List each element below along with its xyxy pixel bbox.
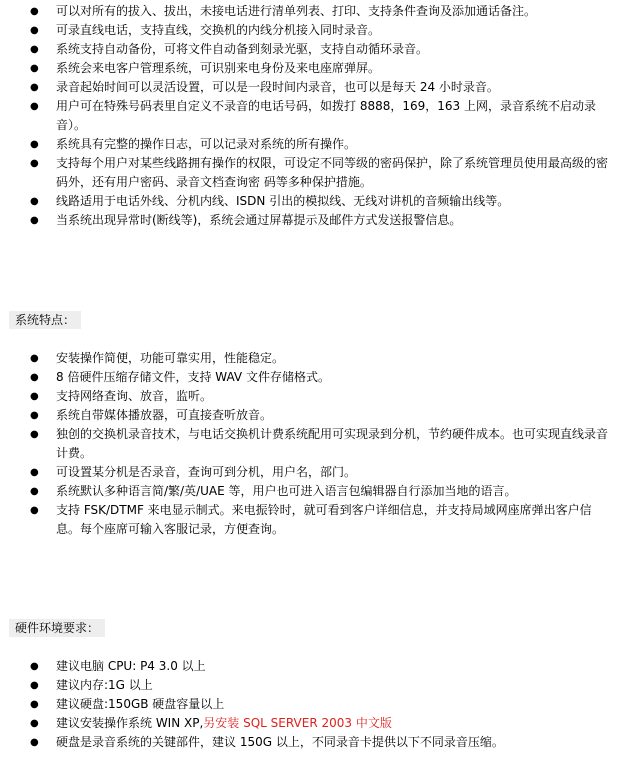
list-item-text: 系统具有完整的操作日志，可以记录对系统的所有操作。	[56, 137, 357, 151]
sql-server-note: 另安装 SQL SERVER 2003 中文版	[203, 716, 392, 730]
list-item-text: 8 倍硬件压缩存储文件，支持 WAV 文件存储格式。	[56, 370, 330, 384]
list-item	[0, 368, 624, 387]
list-item	[0, 154, 624, 192]
list-item	[0, 387, 624, 406]
list-item	[0, 59, 624, 78]
list-item-text: 硬盘是录音系统的关键部件，建议 150G 以上，不同录音卡提供以下不同录音压缩。	[56, 735, 504, 749]
list-item	[0, 406, 624, 425]
list-item	[0, 501, 624, 539]
list-item	[0, 463, 624, 482]
bullet-icon: ●	[30, 737, 39, 748]
hardware-list	[0, 657, 624, 752]
list-item	[0, 676, 624, 695]
features-heading: 系统特点：	[9, 311, 81, 329]
bullet-icon: ●	[30, 215, 39, 226]
list-item-text: 系统支持自动备份，可将文件自动备到刻录光驱，支持自动循环录音。	[56, 42, 429, 56]
list-item-text: 支持 FSK/DTMF 来电显示制式。来电振铃时，就可看到客户详细信息，并支持局域网座席弹出客户信息。每个座席可输入客服记录，方便查询。	[56, 503, 592, 536]
list-item	[0, 657, 624, 676]
bullet-icon: ●	[30, 44, 39, 55]
intro-list	[0, 2, 624, 230]
bullet-icon: ●	[30, 391, 39, 402]
bullet-icon: ●	[30, 661, 39, 672]
list-item	[0, 349, 624, 368]
bullet-icon: ●	[30, 6, 39, 17]
bullet-icon: ●	[30, 196, 39, 207]
list-item-text: 建议电脑 CPU: P4 3.0 以上	[56, 659, 206, 673]
bullet-icon: ●	[30, 63, 39, 74]
bullet-icon: ●	[30, 486, 39, 497]
list-item-text: 系统会来电客户管理系统，可识别来电身份及来电座席弹屏。	[56, 61, 381, 75]
list-item	[0, 695, 624, 714]
list-item-text: 用户可在特殊号码表里自定义不录音的电话号码，如拨打 8888，169，163 上网，录音系统不启动录音）。	[56, 99, 596, 132]
list-item-text: 当系统出现异常时(断线等)，系统会通过屏幕提示及邮件方式发送报警信息。	[56, 213, 462, 227]
bullet-icon: ●	[30, 353, 39, 364]
bullet-icon: ●	[30, 82, 39, 93]
bullet-icon: ●	[30, 101, 39, 112]
list-item	[0, 40, 624, 59]
list-item	[0, 78, 624, 97]
list-item-text: 建议硬盘:150GB 硬盘容量以上	[56, 697, 225, 711]
list-item-text: 系统自带媒体播放器，可直接查听放音。	[56, 408, 273, 422]
bullet-icon: ●	[30, 429, 39, 440]
list-item-text: 系统默认多种语言简/繁/英/UAE 等，用户也可进入语言包编辑器自行添加当地的语言。	[56, 484, 517, 498]
list-item-text: 独创的交换机录音技术，与电话交换机计费系统配用可实现录到分机，节约硬件成本。也可实现直线录音计费。	[56, 427, 609, 460]
bullet-icon: ●	[30, 158, 39, 169]
list-item-text: 录音起始时间可以灵活设置，可以是一段时间内录音，也可以是每天 24 小时录音。	[56, 80, 499, 94]
list-item-text: 安装操作简便，功能可靠实用，性能稳定。	[56, 351, 285, 365]
features-section	[0, 349, 624, 539]
list-item	[0, 2, 624, 21]
bullet-icon: ●	[30, 467, 39, 478]
bullet-icon: ●	[30, 25, 39, 36]
bullet-icon: ●	[30, 139, 39, 150]
bullet-icon: ●	[30, 718, 39, 729]
list-item	[0, 135, 624, 154]
os-requirement-text	[56, 714, 612, 733]
list-item	[0, 211, 624, 230]
list-item	[0, 21, 624, 40]
bullet-icon: ●	[30, 505, 39, 516]
intro-section	[0, 2, 624, 230]
list-item-text: 支持网络查询、放音，监听。	[56, 389, 213, 403]
hardware-section	[0, 657, 624, 752]
list-item-text: 可设置某分机是否录音，查询可到分机，用户名，部门。	[56, 465, 357, 479]
list-item	[0, 733, 624, 752]
list-item	[0, 714, 624, 733]
list-item-text: 可录直线电话，支持直线，交换机的内线分机接入同时录音。	[56, 23, 381, 37]
list-item	[0, 425, 624, 463]
bullet-icon: ●	[30, 699, 39, 710]
list-item-text: 可以对所有的拔入、拔出，未接电话进行清单列表、打印、支持条件查询及添加通话备注。	[56, 4, 537, 18]
list-item-text: 支持每个用户对某些线路拥有操作的权限，可设定不同等级的密码保护，除了系统管理员使用最高级的密码外，还有用户密码、录音文档查询密 码等多种保护措施。	[56, 156, 609, 189]
hardware-heading: 硬件环境要求：	[9, 619, 105, 637]
features-list	[0, 349, 624, 539]
list-item	[0, 97, 624, 135]
list-item	[0, 482, 624, 501]
bullet-icon: ●	[30, 410, 39, 421]
bullet-icon: ●	[30, 680, 39, 691]
list-item-text: 线路适用于电话外线、分机内线、ISDN 引出的模拟线、无线对讲机的音频输出线等。	[56, 194, 510, 208]
bullet-icon: ●	[30, 372, 39, 383]
os-requirement-prefix: 建议安装操作系统 WIN XP,	[56, 716, 204, 730]
list-item	[0, 192, 624, 211]
list-item-text: 建议内存:1G 以上	[56, 678, 153, 692]
